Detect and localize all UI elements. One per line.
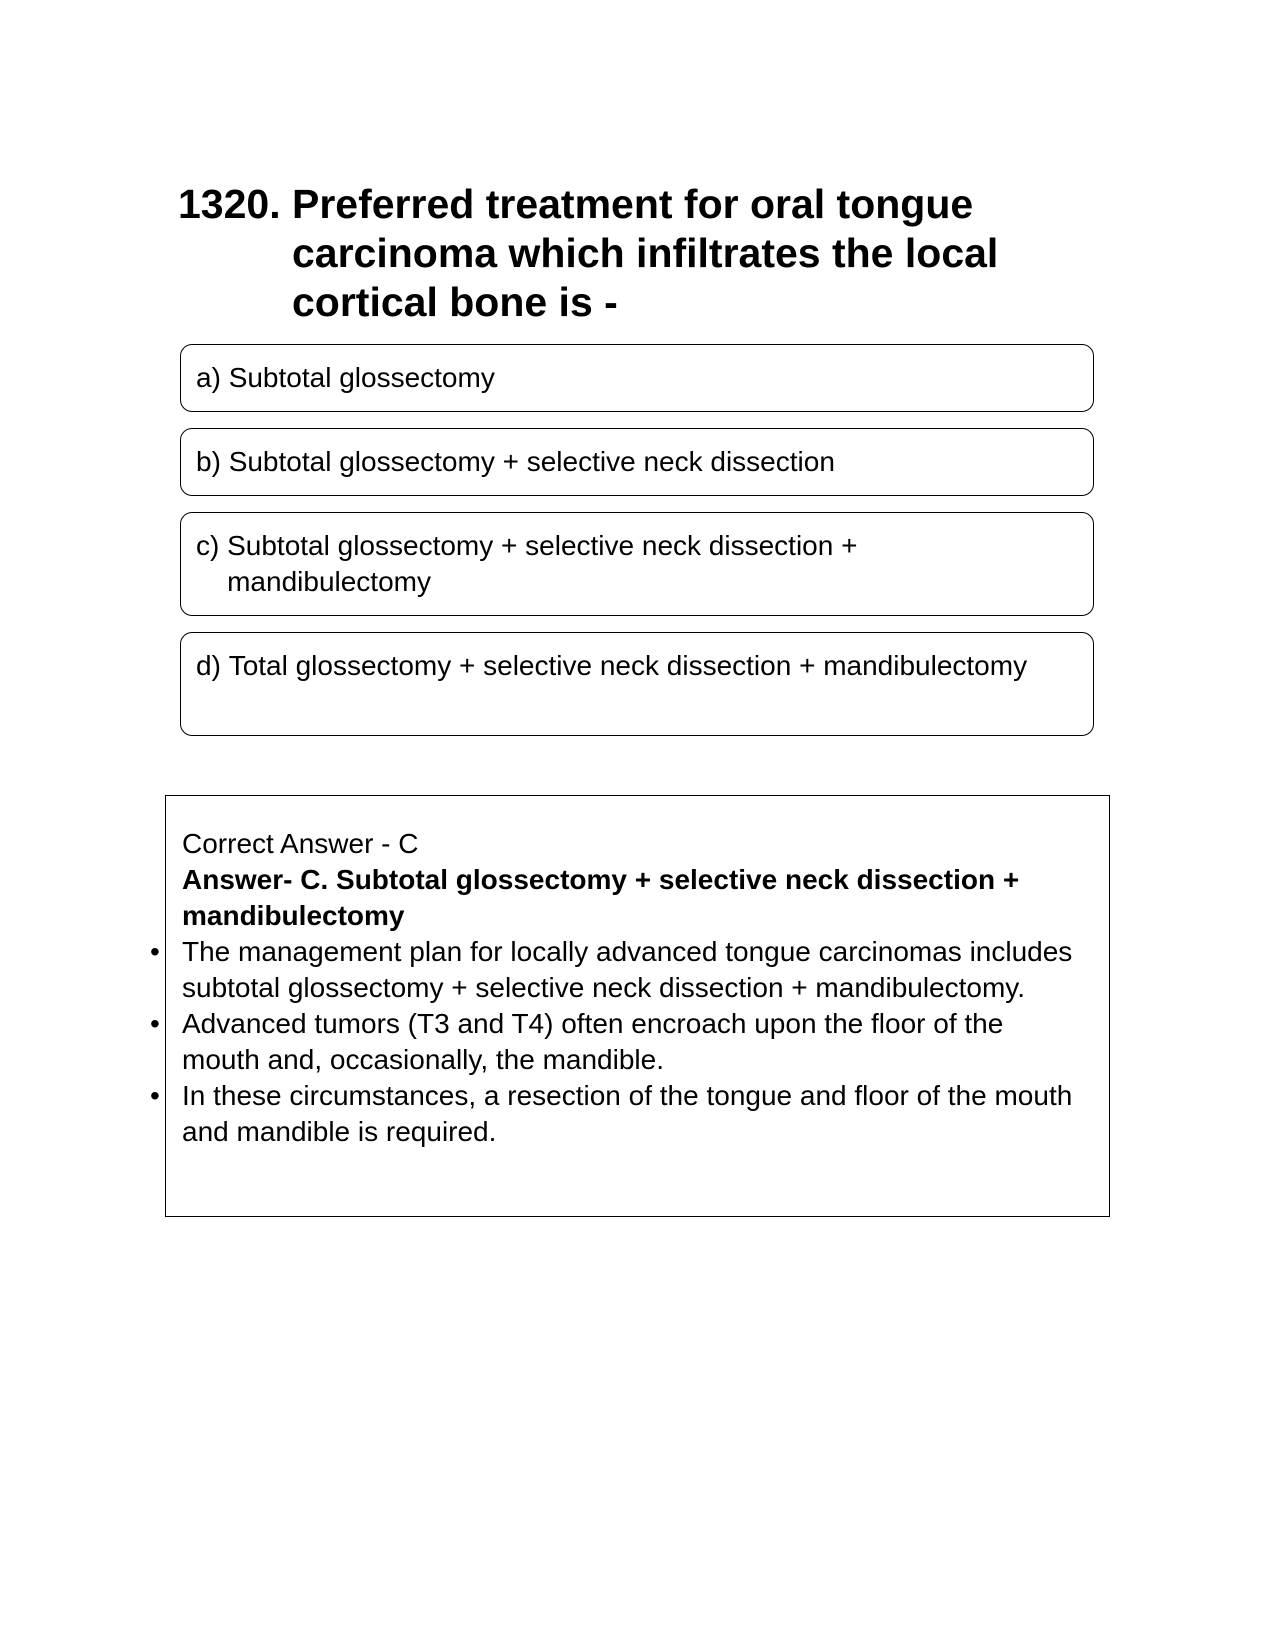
bullet-text: Advanced tumors (T3 and T4) often encroach upon the floor of the mouth and, occasionally, the mandible. — [182, 1008, 1004, 1075]
option-c[interactable] — [180, 512, 1094, 616]
answer-explanation-box — [150, 795, 1110, 1217]
option-text: Subtotal glossectomy + selective neck dissection + mandibulectomy — [227, 530, 858, 597]
list-item — [150, 934, 1079, 1006]
option-a[interactable] — [180, 344, 1094, 412]
option-text: Total glossectomy + selective neck dissection + mandibulectomy — [228, 650, 1028, 681]
option-text: Subtotal glossectomy — [228, 362, 495, 393]
question-text: Preferred treatment for oral tongue carcinoma which infiltrates the local cortical bone is - — [292, 181, 999, 325]
option-letter: a) — [196, 362, 221, 393]
correct-answer-label: Correct Answer - C — [182, 828, 419, 859]
list-item — [150, 1078, 1079, 1150]
option-text: Subtotal glossectomy + selective neck dissection — [228, 446, 835, 477]
bullet-text: In these circumstances, a resection of the tongue and floor of the mouth and mandible is required. — [182, 1080, 1073, 1147]
bullet-text: The management plan for locally advanced tongue carcinomas includes subtotal glossectomy + selective neck dissection + mandibulectomy. — [182, 936, 1073, 1003]
bullet-icon: • — [150, 1080, 160, 1111]
bullet-icon: • — [150, 1008, 160, 1039]
question-heading — [178, 180, 1078, 327]
explanation-list — [150, 934, 1079, 1150]
option-letter: c) — [196, 530, 220, 561]
option-letter: b) — [196, 446, 221, 477]
option-letter: d) — [196, 650, 221, 681]
option-d[interactable] — [180, 632, 1094, 736]
list-item — [150, 1006, 1079, 1078]
answer-heading: Answer- C. Subtotal glossectomy + selective neck dissection + mandibulectomy — [182, 864, 1020, 931]
question-number: 1320. — [178, 181, 281, 227]
bullet-icon: • — [150, 936, 160, 967]
option-b[interactable] — [180, 428, 1094, 496]
